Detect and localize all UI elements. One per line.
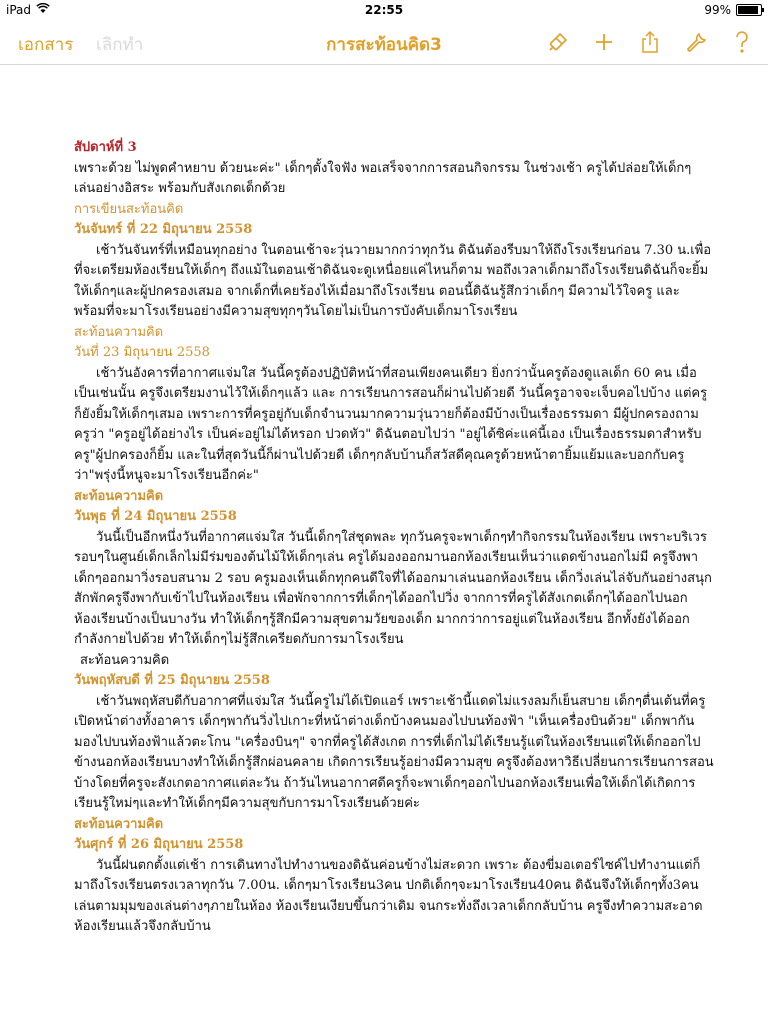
- entry-paragraph: เช้าวันพฤหัสบดีกับอากาศที่แจ่มใส วันนี้ครูไม่ได้เปิดแอร์ เพราะเช้านี้แดดไม่แรงลมก็เย็นสบาย เด็กๆตื่นเต้นที่ครูเปิดหน้าต่างทั้งอาคาร เด็กๆพากันวิ่งไปเกาะที่หน้าต่างเด็กบ้างคนมองไปบนท้องฟ้า "เห็นเครื่องบินด้วย" เด็กพากันมองไปบนท้องฟ้าแล้วตะโกน "เครื่องบินๆ" จากที่ครูได้สังเกต การที่เด็กไม่ได้เรียนรู้แต่ในห้องเรียนแต่ให้เด็กออกไปข้างนอกห้องเรียนบางทำให้เด็กรู้สึกผ่อนคลาย เกิดการเรียนรู้อย่างมีความสุข ครูจึงต้องหาวิธีเปลี่ยนการเรียนการสอนบ้างโดยที่ครูจะสังเกตอากาศแต่ละวัน ถ้าวันไหนอากาศดีครูก็จะพาเด็กๆออกไปนอกห้องเรียนเพื่อให้เด็กได้เกิดการเรียนรู้ใหม่ๆและทำให้เด็กๆมีความสุขกับการมาโรงเรียนด้วยค่ะ: [74, 693, 714, 811]
- toolbar-icons: [546, 28, 754, 56]
- reflection-heading: สะท้อนความคิด: [74, 488, 164, 504]
- reflection-heading: สะท้อนความคิด: [74, 324, 164, 340]
- clock: 22:55: [364, 3, 404, 17]
- document-body[interactable]: [74, 138, 714, 938]
- undo-button[interactable]: เลิกทำ: [96, 35, 144, 55]
- week-heading: สัปดาห์ที่ 3: [74, 140, 137, 155]
- documents-button[interactable]: เอกสาร: [18, 35, 74, 55]
- document-title: การสะท้อนคิด3: [326, 35, 442, 55]
- entry-date: วันพฤหัสบดี ที่ 25 มิถุนายน 2558: [74, 673, 270, 688]
- entry-date: วันศุกร์ ที่ 26 มิถุนายน 2558: [74, 837, 244, 852]
- writing-heading: การเขียนสะท้อนคิด: [74, 201, 184, 217]
- brush-icon[interactable]: [546, 28, 570, 56]
- entry-date: วันที่ 23 มิถุนายน 2558: [74, 345, 210, 360]
- battery-percent: 99%: [704, 3, 731, 17]
- device-label: iPad: [6, 3, 32, 17]
- reflection-heading: สะท้อนความคิด: [74, 816, 164, 832]
- entry-paragraph: เช้าวันจันทร์ที่เหมือนทุกอย่าง ในตอนเช้าจะวุ่นวายมากกว่าทุกวัน ดิฉันต้องรีบมาให้ถึงโรงเรียนก่อน 7.30 น.เพื่อที่จะเตรียมห้องเรียนให้เด็กๆ ถึงแม้ในตอนเช้าดิฉันจะดูเหนื่อยแค่ไหนก็ตาม พอถึงเวลาเด็กมาถึงโรงเรียนดิฉันก็จะยิ้มให้เด็กๆและผู้ปกครองเสมอ จากเด็กที่เคยร้องไห้เมื่อมาถึงโรงเรียน ตอนนี้ดิฉันรู้สึกว่าเด็กๆ มีความไว้ใจครู และ พร้อมที่จะมาโรงเรียนอย่างมีความสุขทุกๆวันโดยไม่เป็นการบังคับเด็กมาโรงเรียน: [74, 242, 712, 319]
- entry-date: วันจันทร์ ที่ 22 มิถุนายน 2558: [74, 222, 253, 237]
- intro-paragraph: เพราะด้วย ไม่พูดคำหยาบ ด้วยนะค่ะ" เด็กๆตั้งใจฟัง พอเสร็จจากการสอนกิจกรรม ในช่วงเช้า ครูได้ปล่อยให้เด็กๆ เล่นอย่างอิสระ พร้อมกับสังเกตเด็กด้วย: [74, 160, 692, 196]
- add-icon[interactable]: [592, 28, 616, 56]
- share-icon[interactable]: [638, 28, 662, 56]
- status-right: [704, 3, 762, 17]
- reflection-heading: สะท้อนความคิด: [80, 652, 170, 668]
- entry-paragraph: วันนี้ฝนตกตั้งแต่เช้า การเดินทางไปทำงานของดิฉันค่อนข้างไม่สะดวก เพราะ ต้องขี่มอเตอร์ไซค์ไปทำงานแต่ก็มาถึงโรงเรียนตรงเวลาทุกวัน 7.00น. เด็กๆมาโรงเรียน3คน ปกติเด็กๆจะมาโรงเรียน40คน ดิฉันจึงให้เด็กๆทั้ง3คนเล่นตามมุมของเล่นต่างๆภายในห้อง ห้องเรียนเงียบขึ้นกว่าเดิม จนกระทั่งถึงเวลาเด็กกลับบ้าน ครูจึงทำความสะอาดห้องเรียนแล้วจึงกลับบ้าน: [74, 857, 703, 934]
- help-icon[interactable]: [730, 28, 754, 56]
- battery-icon: [736, 4, 762, 16]
- status-bar: [0, 0, 768, 20]
- toolbar: [0, 20, 768, 65]
- wrench-icon[interactable]: [684, 28, 708, 56]
- entry-paragraph: เช้าวันอังคารที่อากาศแจ่มใส วันนี้ครูต้องปฏิบัติหน้าที่สอนเพียงคนเดียว ยิ่งกว่านั้นครูต้องดูแลเด็ก 60 คน เมื่อเป็นเช่นนั้น ครูจึงเตรียมงานไว้ให้เด็กๆแล้ว และ การเรียนการสอนก็ผ่านไปด้วยดี วันนี้ครูอาจจะเจ็บคอไปบ้าง แต่ครูก็ยังยิ้มให้เด็กๆเสมอ เพราะการที่ครูอยู่กับเด็กจำนวนมากความวุ่นวายก็ต้องมีบ้างเป็นเรื่องธรรมดา มีผู้ปกครองถามครูว่า "ครูอยู่ได้อย่างไร เป็นค่ะอยู่ไม่ได้หรอก ปวดหัว" ดิฉันตอบไปว่า "อยู่ได้ซิค่ะแค่นี้เอง เป็นเรื่องธรรมดาสำหรับครู"ผู้ปกครองก็ยิ้ม และในที่สุดวันนี้ก็ผ่านไปด้วยดี เด็กๆกลับบ้านก็สวัสดีคุณครูด้วยหน้าตายิ้มแย้มและบอกกับครูว่า"พรุ่งนี้หนูจะมาโรงเรียนอีกค่ะ": [74, 365, 708, 483]
- entry-paragraph: วันนี้เป็นอีกหนึ่งวันที่อากาศแจ่มใส วันนี้เด็กๆใส่ชุดพละ ทุกวันครูจะพาเด็กๆทำกิจกรรมในห้องเรียน เพราะบริเวรรอบๆในศูนย์เด็กเล็กไม่มีร่มของต้นไม้ให้เด็กๆเล่น ครูได้มองออกมานอกห้องเรียนเห็นว่าแดดข้างนอกไม่มี ครูจึงพาเด็กๆออกมาวิ่งรอบสนาม 2 รอบ ครูมองเห็นเด็กทุกคนดีใจที่ได้ออกมาเล่นนอกห้องเรียน เด็กวิ่งเล่นไล่จับกันอย่างสนุก สักพักครูจึงพากับเข้าไปในห้องเรียน เพื่อพักจากการที่เด็กๆได้ออกไปวิ่ง จากการที่ครูได้สังเกตเด็กๆได้ออกไปนอกห้องเรียนบ้างเป็นบางวัน ทำให้เด็กๆรู้สึกมีความสุขตามวัยของเด็ก มากกว่าการอยู่แต่ในห้องเรียน อีกทั้งยังได้ออกกำลังกายไปด้วย ทำให้เด็กๆไม่รู้สึกเครียดกับการมาโรงเรียน: [74, 529, 712, 647]
- entry-date: วันพุธ ที่ 24 มิถุนายน 2558: [74, 509, 237, 524]
